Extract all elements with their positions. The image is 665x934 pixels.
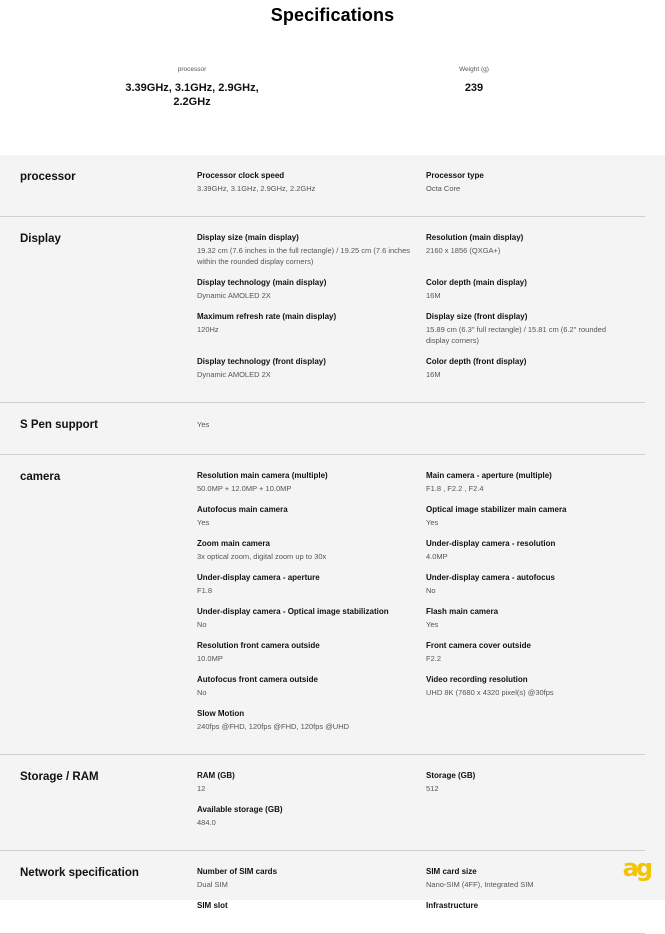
spec-item: [197, 356, 426, 390]
highlight-processor: [122, 66, 262, 109]
spec-value: UHD 8K (7680 x 4320 pixel(s) @30fps: [426, 688, 554, 697]
spec-key: Video recording resolution: [426, 675, 528, 684]
section-title: S Pen support: [20, 419, 98, 431]
spec-value: Yes: [426, 620, 439, 629]
spec-value: No: [197, 688, 207, 697]
spec-value: 3.39GHz, 3.1GHz, 2.9GHz, 2.2GHz: [197, 184, 316, 193]
spec-value: 120Hz: [197, 325, 219, 334]
spec-value: Octa Core: [426, 184, 461, 193]
spec-key: Infrastructure: [426, 901, 479, 910]
spec-key: Under-display camera - Optical image stabilization: [197, 607, 389, 616]
spec-key: Optical image stabilizer main camera: [426, 505, 567, 514]
spec-item: [197, 277, 426, 311]
spec-section: [0, 155, 645, 217]
spec-item: [426, 470, 636, 504]
spec-grid: [197, 403, 645, 454]
spec-key: Under-display camera - aperture: [197, 573, 320, 582]
spec-value: 2160 x 1856 (QXGA+): [426, 246, 501, 255]
highlight-value: 239: [464, 82, 484, 94]
spec-key: Display technology (main display): [197, 278, 327, 287]
spec-grid: [197, 755, 645, 850]
spec-item: [197, 770, 426, 804]
spec-key: Color depth (main display): [426, 278, 527, 287]
spec-key: Autofocus front camera outside: [197, 675, 318, 684]
spec-key: Resolution (main display): [426, 233, 524, 242]
spec-key: Resolution main camera (multiple): [197, 471, 328, 480]
spec-key: Maximum refresh rate (main display): [197, 312, 337, 321]
highlight-weight: [424, 66, 524, 95]
section-title: Display: [20, 233, 61, 245]
spec-value: Nano-SIM (4FF), Integrated SIM: [426, 880, 534, 889]
spec-key: Processor clock speed: [197, 171, 285, 180]
spec-item: [426, 572, 636, 606]
spec-value: Yes: [197, 420, 210, 429]
spec-item: [426, 770, 636, 804]
spec-item: [197, 804, 426, 838]
spec-key: Main camera - aperture (multiple): [426, 471, 552, 480]
spec-key: Available storage (GB): [197, 805, 283, 814]
spec-item: [197, 674, 426, 708]
spec-item: [426, 170, 636, 204]
spec-key: Storage (GB): [426, 771, 476, 780]
spec-section: [0, 455, 645, 755]
spec-value: No: [426, 586, 436, 595]
spec-section: [0, 217, 645, 403]
spec-key: Display technology (front display): [197, 357, 326, 366]
section-title: camera: [20, 471, 61, 483]
spec-item: [197, 866, 426, 900]
spec-item: [197, 470, 426, 504]
spec-key: Display size (main display): [197, 233, 299, 242]
spec-section: [0, 851, 645, 934]
spec-value: Dynamic AMOLED 2X: [197, 291, 271, 300]
spec-key: Display size (front display): [426, 312, 528, 321]
spec-item: [426, 277, 636, 311]
spec-item: [197, 640, 426, 674]
spec-value: F1.8: [197, 586, 213, 595]
spec-value: Dual SIM: [197, 880, 228, 889]
spec-value: F1.8 , F2.2 , F2.4: [426, 484, 484, 493]
spec-item: [197, 538, 426, 572]
spec-key: Number of SIM cards: [197, 867, 278, 876]
spec-key: Under-display camera - resolution: [426, 539, 556, 548]
spec-item: [426, 356, 636, 390]
spec-item: [197, 419, 426, 440]
spec-key: Resolution front camera outside: [197, 641, 320, 650]
spec-item: [426, 674, 636, 708]
spec-key: Under-display camera - autofocus: [426, 573, 555, 582]
spec-value: Dynamic AMOLED 2X: [197, 370, 271, 379]
spec-value: 50.0MP + 12.0MP + 10.0MP: [197, 484, 292, 493]
spec-item: [426, 866, 636, 900]
spec-section: [0, 755, 645, 851]
spec-value: 15.89 cm (6.3" full rectangle) / 15.81 cm (6.2" rounded display corners): [426, 325, 607, 345]
spec-item: [426, 538, 636, 572]
section-title: Storage / RAM: [20, 771, 99, 783]
spec-key: Processor type: [426, 171, 484, 180]
spec-key: SIM slot: [197, 901, 228, 910]
spec-item: [197, 232, 426, 277]
spec-item: [426, 504, 636, 538]
spec-value: 512: [426, 784, 439, 793]
spec-item: [197, 606, 426, 640]
spec-value: Yes: [197, 518, 210, 527]
spec-key: Slow Motion: [197, 709, 245, 718]
spec-item: [197, 708, 426, 742]
spec-value: F2.2: [426, 654, 442, 663]
spec-value: No: [197, 620, 207, 629]
spec-item: [197, 311, 426, 356]
spec-value: 19.32 cm (7.6 inches in the full rectangle) / 19.25 cm (7.6 inches within the rounded display corners): [197, 246, 411, 266]
spec-grid: [197, 455, 645, 754]
spec-value: Yes: [426, 518, 439, 527]
spec-value: 240fps @FHD, 120fps @FHD, 120fps @UHD: [197, 722, 350, 731]
spec-section: [0, 403, 645, 455]
spec-item: [426, 900, 636, 921]
spec-key: SIM card size: [426, 867, 477, 876]
site-logo: ag: [622, 854, 650, 882]
spec-key: Flash main camera: [426, 607, 499, 616]
spec-grid: [197, 851, 645, 933]
spec-key: RAM (GB): [197, 771, 235, 780]
spec-value: 4.0MP: [426, 552, 448, 561]
page-title: Specifications: [270, 5, 395, 25]
spec-item: [426, 311, 636, 356]
highlight-label: processor: [177, 66, 207, 73]
spec-item: [197, 170, 426, 204]
section-title: Network specification: [20, 867, 139, 879]
section-title: processor: [20, 171, 76, 183]
spec-key: Color depth (front display): [426, 357, 527, 366]
spec-value: 12: [197, 784, 206, 793]
spec-value: 16M: [426, 291, 441, 300]
spec-item: [197, 504, 426, 538]
spec-value: 16M: [426, 370, 441, 379]
spec-item: [426, 606, 636, 640]
spec-item: [426, 232, 636, 277]
spec-grid: [197, 155, 645, 216]
spec-value: 3x optical zoom, digital zoom up to 30x: [197, 552, 327, 561]
spec-item: [197, 572, 426, 606]
highlight-label: Weight (g): [459, 66, 489, 73]
spec-grid: [197, 217, 645, 402]
spec-key: Autofocus main camera: [197, 505, 288, 514]
highlight-value: 3.39GHz, 3.1GHz, 2.9GHz, 2.2GHz: [125, 82, 259, 108]
spec-value: 484.0: [197, 818, 216, 827]
spec-item: [426, 640, 636, 674]
spec-item: [197, 900, 426, 921]
spec-list: [0, 155, 665, 910]
spec-key: Front camera cover outside: [426, 641, 531, 650]
spec-value: 10.0MP: [197, 654, 223, 663]
spec-key: Zoom main camera: [197, 539, 270, 548]
